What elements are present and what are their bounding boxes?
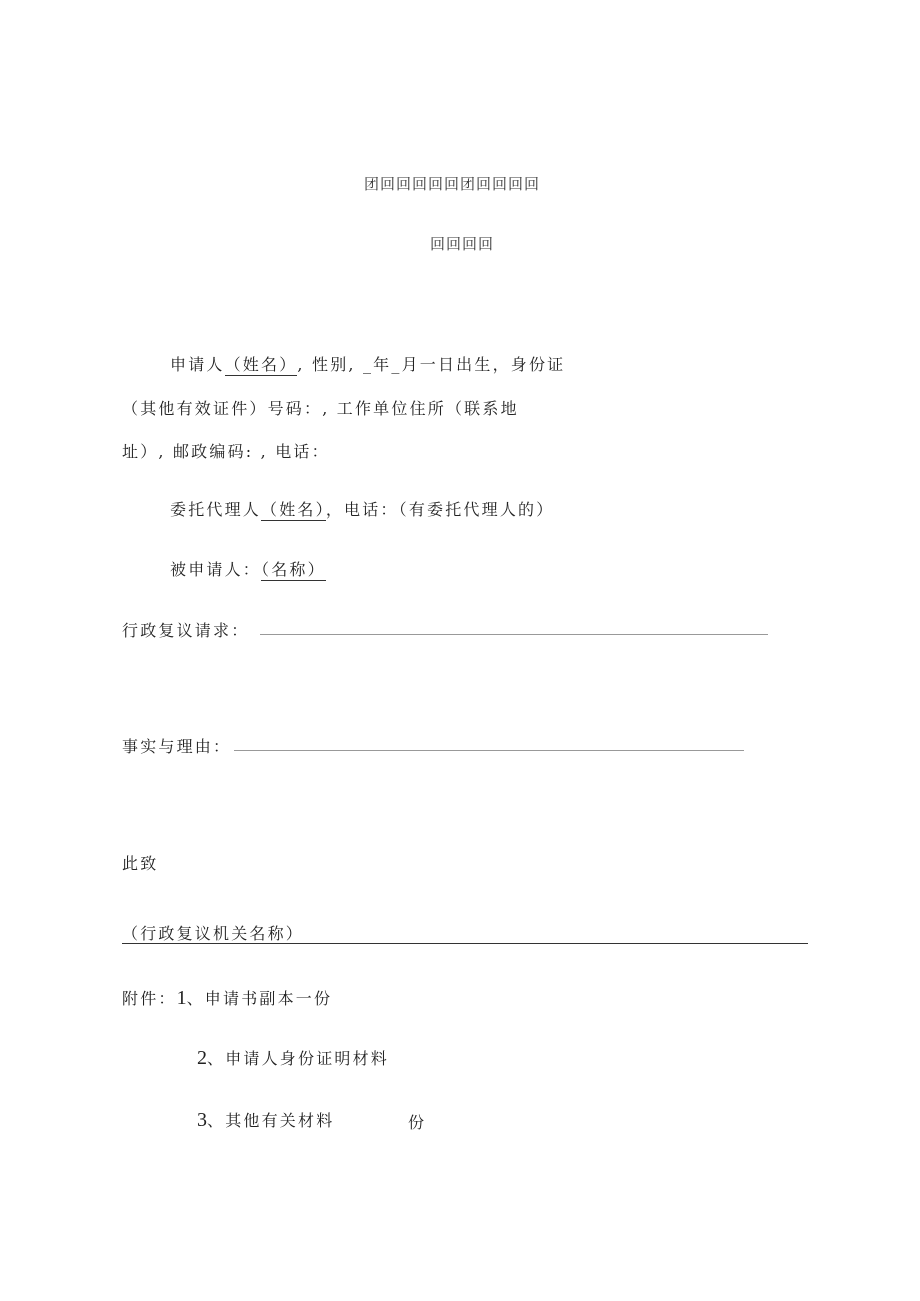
attachment-item-2 [197, 1046, 389, 1070]
attachment-number: 2 [197, 1047, 207, 1069]
document-subtitle: 回回回回 [430, 235, 495, 253]
agent-name-field: （姓名） [261, 500, 326, 519]
attachment-item-1 [122, 986, 332, 1010]
applicant-line-1 [170, 352, 565, 375]
applicant-line-3: 址）, 邮政编码: , 电话： [122, 442, 330, 461]
attachment-text: 、其他有关材料 [207, 1111, 335, 1130]
authority-underline [122, 943, 808, 944]
attachment-number: 1 [176, 987, 187, 1009]
document-title: 团回回回回回团回回回回 [364, 175, 541, 193]
attachment-item-3 [197, 1108, 334, 1132]
agent-details: ，电话：（有委托代理人的） [325, 500, 555, 519]
attachments-label: 附件： [122, 989, 177, 1008]
applicant-line-2: （其他有效证件）号码：, 工作单位住所（联系地 [122, 399, 519, 418]
facts-label: 事实与理由： [122, 737, 232, 756]
attachment-number: 3 [197, 1109, 207, 1131]
applicant-details: , 性别, _年_月一日出生，身份证 [297, 355, 566, 374]
attachment-count-unit: 份 [408, 1113, 427, 1132]
respondent-name-field: （名称） [261, 560, 326, 579]
respondent-line [170, 557, 326, 580]
attachment-text: 、申请人身份证明材料 [207, 1049, 390, 1068]
facts-blank-line [234, 750, 744, 751]
respondent-label: 被申请人： [170, 560, 262, 579]
agent-line [170, 497, 554, 520]
applicant-name-field: （姓名） [224, 355, 298, 374]
attachment-text: 、申请书副本一份 [186, 989, 333, 1008]
request-blank-line [260, 634, 768, 635]
salutation: 此致 [122, 854, 159, 873]
authority-name: （行政复议机关名称） [122, 924, 305, 943]
agent-label: 委托代理人 [170, 500, 262, 519]
request-label: 行政复议请求： [122, 621, 250, 640]
applicant-label: 申请人 [170, 355, 225, 374]
